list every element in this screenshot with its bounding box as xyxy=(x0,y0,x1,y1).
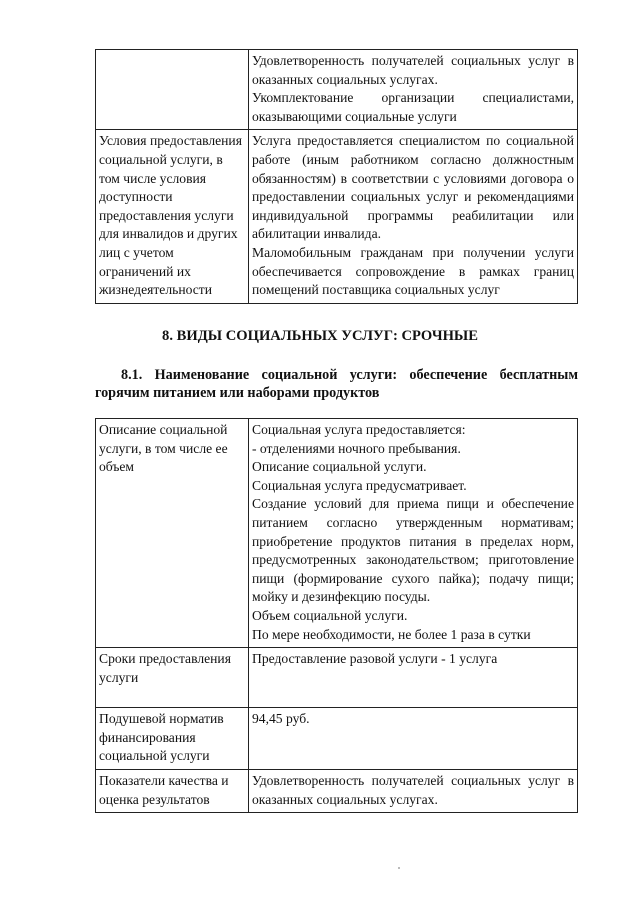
paragraph: Услуга предоставляется специалистом по социальной работе (иным работником согласно должностным обязанностям) в соответствии с условиями договора о предоставлении социальных услуг и рекомендациями индивидуальной программы реабилитации или абилитации инвалида. xyxy=(252,133,574,242)
table-cell-value xyxy=(249,50,578,130)
paragraph: Объем социальной услуги. xyxy=(252,607,408,623)
paragraph: Показатели качества и оценка результатов xyxy=(99,772,229,807)
paragraph: - отделениями ночного пребывания. xyxy=(252,440,461,456)
table-row xyxy=(96,50,578,130)
paragraph: Укомплектование организации специалистами, оказывающими социальные услуги xyxy=(252,90,574,124)
table-cell-label xyxy=(96,50,249,130)
section-heading: 8. ВИДЫ СОЦИАЛЬНЫХ УСЛУГ: СРОЧНЫЕ xyxy=(162,328,478,344)
paragraph: Удовлетворенность получателей социальных услуг в оказанных социальных услугах. xyxy=(252,53,574,87)
service-table xyxy=(95,418,578,813)
paragraph: Условия предоставления социальной услуги, в том числе условия доступности предоставления услуги для инвалидов и других лиц с учетом ограничений их жизнедеятельности xyxy=(99,133,242,298)
paragraph: Описание социальной услуги. xyxy=(252,459,427,475)
paragraph: 94,45 руб. xyxy=(252,711,310,727)
table-row xyxy=(96,708,578,770)
table-cell-value xyxy=(249,708,578,770)
table-continuation xyxy=(95,49,578,304)
table-row xyxy=(96,419,578,648)
paragraph: Описание социальной услуги, в том числе ее объем xyxy=(99,422,228,475)
scan-speck xyxy=(398,867,400,869)
paragraph: Социальная услуга предоставляется: xyxy=(252,422,466,437)
paragraph: По мере необходимости, не более 1 раза в сутки xyxy=(252,626,531,642)
table-cell-value xyxy=(249,648,578,708)
subsection-heading: 8.1. Наименование социальной услуги: обеспечение бесплатным горячим питанием или наборами продуктов xyxy=(95,367,578,401)
paragraph: Маломобильным гражданам при получении услуги обеспечивается сопровождение в рамках границ помещений поставщика социальных услуг xyxy=(252,244,574,298)
table-cell-label xyxy=(96,130,249,303)
paragraph: Создание условий для приема пищи и обеспечение питанием согласно утвержденным нормативам; приобретение продуктов питания в пределах норм, предусмотренных законодательством; приготовление пищи (формирование сухого пайка); подачу пищи; мойку и дезинфекцию посуды. xyxy=(252,496,574,605)
paragraph: Сроки предоставления услуги xyxy=(99,651,231,685)
table-cell-value xyxy=(249,769,578,812)
table-row xyxy=(96,130,578,303)
table-cell-value xyxy=(249,419,578,648)
table-row xyxy=(96,648,578,708)
table-cell-value xyxy=(249,130,578,303)
paragraph: Удовлетворенность получателей социальных услуг в оказанных социальных услугах. xyxy=(252,772,574,807)
paragraph: Подушевой норматив финансирования социальной услуги xyxy=(99,711,224,764)
table-row xyxy=(96,769,578,812)
table-cell-label xyxy=(96,648,249,708)
paragraph: Социальная услуга предусматривает. xyxy=(252,477,467,493)
paragraph: Предоставление разовой услуги - 1 услуга xyxy=(252,651,498,667)
table-cell-label xyxy=(96,769,249,812)
table-cell-label xyxy=(96,419,249,648)
table-cell-label xyxy=(96,708,249,770)
